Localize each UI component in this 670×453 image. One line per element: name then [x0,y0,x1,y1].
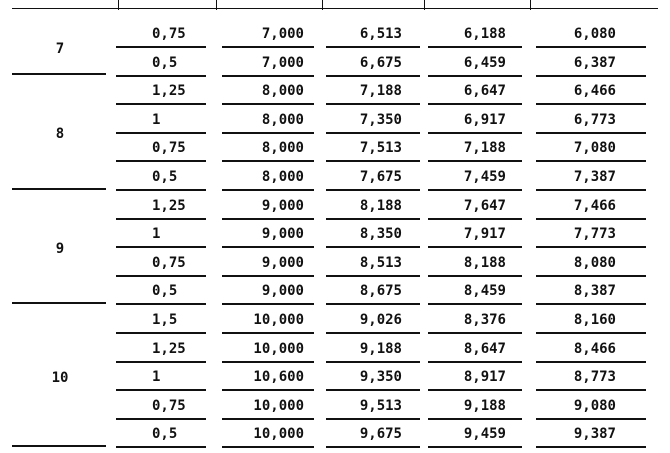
row-rule [116,132,206,134]
root-diameter-cell: 7,080 [573,140,616,157]
root-diameter-cell: 7,773 [573,226,616,243]
row-rule [536,303,646,305]
row-rule [116,303,206,305]
row-rule [536,218,646,220]
pitch-diameter-cell: 9,350 [359,369,402,386]
row-rule [326,189,420,191]
minor-diameter-cell: 6,917 [463,111,506,128]
row-rule [326,218,420,220]
minor-diameter-cell: 7,917 [463,226,506,243]
pitch-diameter-cell: 6,513 [359,26,402,42]
group-separator [12,302,106,304]
root-diameter-cell: 6,773 [573,111,616,128]
pitch-diameter-cell: 9,513 [359,397,402,414]
row-rule [222,332,314,334]
pitch-cell: 0,5 [152,54,178,71]
minor-diameter-cell: 6,459 [463,54,506,71]
row-rule [116,389,206,391]
nominal-diameter: 10 [51,369,69,386]
row-rule [326,361,420,363]
row-rule [326,46,420,48]
root-diameter-cell: 8,773 [573,369,616,386]
pitch-diameter-cell: 7,513 [359,140,402,157]
row-rule [326,246,420,248]
minor-diameter-cell: 8,376 [463,312,506,328]
row-rule [222,103,314,105]
row-rule [428,389,522,391]
minor-diameter-cell: 7,459 [463,169,506,185]
major-diameter-cell: 8,000 [261,169,304,185]
pitch-diameter-cell: 8,675 [359,283,402,300]
row-rule [536,103,646,105]
row-rule [116,160,206,162]
minor-diameter-cell: 8,188 [463,254,506,271]
root-diameter-cell: 6,080 [573,26,616,42]
row-rule [116,246,206,248]
row-rule [428,303,522,305]
pitch-diameter-cell: 8,513 [359,254,402,271]
major-diameter-cell: 8,000 [261,111,304,128]
row-rule [536,46,646,48]
row-rule [222,46,314,48]
row-rule [222,160,314,162]
row-rule [428,361,522,363]
pitch-cell: 0,5 [152,169,178,185]
pitch-cell: 1 [152,226,161,243]
root-diameter-cell: 6,387 [573,54,616,71]
pitch-cell: 1 [152,369,161,386]
major-diameter-cell: 7,000 [261,26,304,42]
row-rule [536,446,646,448]
row-rule [536,75,646,77]
row-rule [222,303,314,305]
row-rule [326,132,420,134]
row-rule [536,189,646,191]
row-rule [536,418,646,420]
root-diameter-cell: 8,080 [573,254,616,271]
row-rule [428,132,522,134]
row-rule [428,189,522,191]
nominal-diameter: 8 [55,126,65,143]
row-rule [428,160,522,162]
row-rule [222,418,314,420]
row-rule [536,361,646,363]
row-rule [222,246,314,248]
pitch-diameter-cell: 7,188 [359,83,402,100]
pitch-diameter-cell: 7,350 [359,111,402,128]
minor-diameter-cell: 6,647 [463,83,506,100]
pitch-cell: 1,5 [152,312,178,328]
minor-diameter-cell: 6,188 [463,26,506,42]
row-rule [326,389,420,391]
pitch-cell: 0,75 [152,140,186,157]
minor-diameter-cell: 8,647 [463,340,506,357]
row-rule [116,218,206,220]
row-rule [326,160,420,162]
row-rule [428,332,522,334]
minor-diameter-cell: 8,917 [463,369,506,386]
group-separator [12,188,106,190]
row-rule [116,75,206,77]
major-diameter-cell: 10,000 [253,312,304,328]
row-rule [222,189,314,191]
major-diameter-cell: 9,000 [261,254,304,271]
pitch-diameter-cell: 9,675 [359,426,402,443]
row-rule [116,418,206,420]
nominal-diameter: 9 [55,240,65,257]
group-separator [12,73,106,75]
minor-diameter-cell: 7,188 [463,140,506,157]
row-rule [116,332,206,334]
root-diameter-cell: 9,387 [573,426,616,443]
root-diameter-cell: 8,387 [573,283,616,300]
minor-diameter-cell: 9,459 [463,426,506,443]
major-diameter-cell: 8,000 [261,140,304,157]
row-rule [326,418,420,420]
pitch-cell: 1,25 [152,83,186,100]
pitch-cell: 0,75 [152,397,186,414]
row-rule [536,275,646,277]
row-rule [222,275,314,277]
row-rule [536,389,646,391]
row-rule [116,103,206,105]
major-diameter-cell: 10,000 [253,397,304,414]
row-rule [428,46,522,48]
minor-diameter-cell: 9,188 [463,397,506,414]
row-rule [536,132,646,134]
row-rule [116,275,206,277]
row-rule [536,332,646,334]
row-rule [116,361,206,363]
row-rule [536,246,646,248]
row-rule [326,275,420,277]
pitch-diameter-cell: 9,026 [359,312,402,328]
pitch-cell: 0,75 [152,254,186,271]
major-diameter-cell: 10,000 [253,426,304,443]
row-rule [222,389,314,391]
row-rule [428,446,522,448]
major-diameter-cell: 9,000 [261,283,304,300]
row-rule [428,103,522,105]
row-rule [428,218,522,220]
row-rule [326,103,420,105]
row-rule [116,46,206,48]
major-diameter-cell: 7,000 [261,54,304,71]
pitch-cell: 0,5 [152,426,178,443]
root-diameter-cell: 9,080 [573,397,616,414]
minor-diameter-cell: 7,647 [463,197,506,214]
minor-diameter-cell: 8,459 [463,283,506,300]
root-diameter-cell: 7,387 [573,169,616,185]
header-rule [12,8,658,9]
pitch-cell: 1 [152,111,161,128]
pitch-cell: 1,25 [152,340,186,357]
row-rule [428,246,522,248]
row-rule [116,189,206,191]
row-rule [326,332,420,334]
row-rule [428,275,522,277]
row-rule [222,446,314,448]
row-rule [326,75,420,77]
row-rule [428,418,522,420]
major-diameter-cell: 10,600 [253,369,304,386]
major-diameter-cell: 9,000 [261,226,304,243]
pitch-cell: 1,25 [152,197,186,214]
pitch-diameter-cell: 7,675 [359,169,402,185]
nominal-diameter: 7 [55,40,65,57]
group-separator [12,445,106,447]
row-rule [222,75,314,77]
root-diameter-cell: 6,466 [573,83,616,100]
row-rule [116,446,206,448]
row-rule [326,446,420,448]
root-diameter-cell: 8,466 [573,340,616,357]
row-rule [222,218,314,220]
row-rule [536,160,646,162]
pitch-diameter-cell: 9,188 [359,340,402,357]
pitch-cell: 0,75 [152,26,186,42]
major-diameter-cell: 10,000 [253,340,304,357]
major-diameter-cell: 8,000 [261,83,304,100]
row-rule [326,303,420,305]
pitch-diameter-cell: 8,188 [359,197,402,214]
pitch-diameter-cell: 8,350 [359,226,402,243]
pitch-diameter-cell: 6,675 [359,54,402,71]
pitch-cell: 0,5 [152,283,178,300]
row-rule [222,132,314,134]
major-diameter-cell: 9,000 [261,197,304,214]
row-rule [428,75,522,77]
root-diameter-cell: 7,466 [573,197,616,214]
root-diameter-cell: 8,160 [573,312,616,328]
row-rule [222,361,314,363]
